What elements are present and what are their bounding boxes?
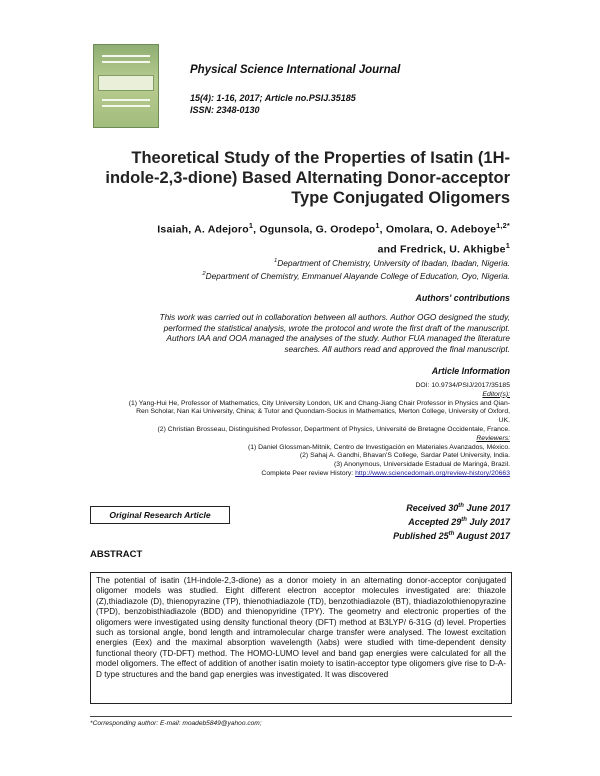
doi: DOI: 10.9734/PSIJ/2017/35185 bbox=[415, 382, 510, 389]
title-line: Type Conjugated Oligomers bbox=[291, 189, 510, 207]
editor-line: Ren Scholar, Nan Kai University, China; & Tutor and Quondam-Socius in Mathematics, Merton College, University of Oxford, bbox=[136, 408, 510, 416]
publication-dates bbox=[300, 500, 510, 542]
contributions-text bbox=[90, 312, 510, 354]
affiliation: Department of Chemistry, Emmanuel Alayande College of Education, Oyo, Nigeria. bbox=[205, 270, 510, 281]
affiliation-sup: 1 bbox=[274, 258, 278, 264]
editor-line: (1) Yang-Hui He, Professor of Mathematics, City University London, UK and Chang-Jiang Chair Professor in Physics and Qian- bbox=[128, 399, 510, 407]
affiliation-sup: 2 bbox=[202, 270, 206, 277]
author-name: Isaiah, A. Adejoro bbox=[157, 223, 249, 236]
title-line: Theoretical Study of the Properties of Isatin (1H- bbox=[131, 149, 510, 167]
author-sup: 1 bbox=[375, 221, 380, 230]
paper-title bbox=[90, 148, 510, 208]
journal-citation: 15(4): 1-16, 2017; Article no.PSIJ.35185 bbox=[190, 93, 356, 103]
reviewer-line: (3) Anonymous, Universidade Estadual de Maringá, Brazil. bbox=[333, 461, 510, 469]
journal-cover-image bbox=[93, 44, 159, 128]
journal-name: Physical Science International Journal bbox=[190, 64, 401, 76]
footnote-divider bbox=[90, 716, 512, 717]
published-date: Published 25th August 2017 bbox=[393, 531, 510, 541]
author-name: and Fredrick, U. Akhigbe bbox=[377, 243, 506, 255]
abstract-heading: ABSTRACT bbox=[90, 549, 143, 560]
article-info bbox=[90, 382, 510, 479]
affiliation: Department of Chemistry, University of Ibadan, Ibadan, Nigeria. bbox=[277, 257, 510, 268]
author-sup: 1 bbox=[505, 240, 510, 250]
affiliations bbox=[100, 256, 510, 282]
reviewers-label: Reviewers: bbox=[476, 434, 510, 442]
journal-meta bbox=[190, 92, 356, 116]
author-name: Ogunsola, G. Orodepo bbox=[259, 223, 376, 236]
contributions-heading: Authors' contributions bbox=[415, 293, 510, 303]
abstract-text: The potential of isatin (1H-indole-2,3-dione) as a donor moiety in an alternating donor-acceptor conjugated oligomer models was studied. Eight different electron acceptor molecules investigated are: thiazole (Z),thiadiazole (D), thienopyrazine (TP), thienothiadiazole (TD), benzothiadiazole (BT), thiadiazolothienopyrazine (TPD), benzobisthiadiazole (BDD) and thienopyridine (TPY). The geometry and electronic properties of the oligomers were investigated using density functional theory (DFT) method at B3LYP/ 6-31G (d) level. Properties such as torsional angle, bond length and intramolecular charge transfer were analysed. The lowest excitation energies (Eex) and the maximal absorption wavelength (λabs) were studied with time-dependent density functional theory (TD-DFT) method. The HOMO-LUMO level and band gap energies were calculated for all the model oligomers. The effect of addition of another isatin moiety to isatin-acceptor type oligomers give rise to D-A-D type structures and the band gap energies was investigated. It was discovered bbox=[90, 572, 512, 704]
article-info-heading: Article Information bbox=[431, 366, 510, 376]
contrib-line: searches. All authors read and approved the final manuscript. bbox=[284, 343, 510, 354]
editor-line: (2) Christian Brosseau, Distinguished Professor, Department of Physics, Université de Bretagne Occidentale, France. bbox=[157, 425, 510, 433]
contrib-line: performed the statistical analysis, wrote the protocol and wrote the first draft of the manuscript. bbox=[163, 322, 510, 333]
review-history bbox=[90, 470, 510, 479]
reviewer-line: (2) Sahaj A. Gandhi, Bhavan'S College, Sardar Patel University, India. bbox=[299, 452, 510, 460]
article-type-badge: Original Research Article bbox=[90, 506, 230, 524]
editor-line: UK. bbox=[498, 417, 510, 425]
received-date: Received 30th June 2017 bbox=[406, 503, 510, 513]
editors-label: Editor(s): bbox=[482, 390, 510, 398]
author-name: Omolara, O. Adeboye bbox=[385, 223, 497, 236]
title-line: indole-2,3-dione) Based Alternating Donor-acceptor bbox=[105, 169, 510, 187]
journal-issn: ISSN: 2348-0130 bbox=[190, 105, 260, 115]
reviewer-line: (1) Daniel Glossman-Mitnik, Centro de Investigación en Materiales Avanzados, México. bbox=[247, 443, 510, 451]
review-history-link[interactable]: http://www.sciencedomain.org/review-history/20663 bbox=[355, 469, 510, 477]
review-history-label: Complete Peer review History: bbox=[261, 469, 356, 477]
author-sup: 1,2* bbox=[496, 221, 510, 230]
contrib-line: Authors IAA and OOA managed the analyses of the study. Author FUA managed the literature bbox=[166, 333, 510, 343]
contrib-line: This work was carried out in collaboration between all authors. Author OGO designed the study, bbox=[159, 312, 510, 322]
corresponding-author: *Corresponding author: E-mail: moadeb5849@yahoo.com; bbox=[90, 720, 262, 727]
author-sup: 1 bbox=[248, 221, 254, 230]
author-list: Isaiah, A. Adejoro$^1$, Ogunsola, G. Orodepo$^1$, Omolara, O. Adeboye$^{1,2*}$ and Fredrick, U. Akhigbe$^1$ bbox=[157, 221, 510, 255]
accepted-date: Accepted 29th July 2017 bbox=[408, 517, 510, 527]
